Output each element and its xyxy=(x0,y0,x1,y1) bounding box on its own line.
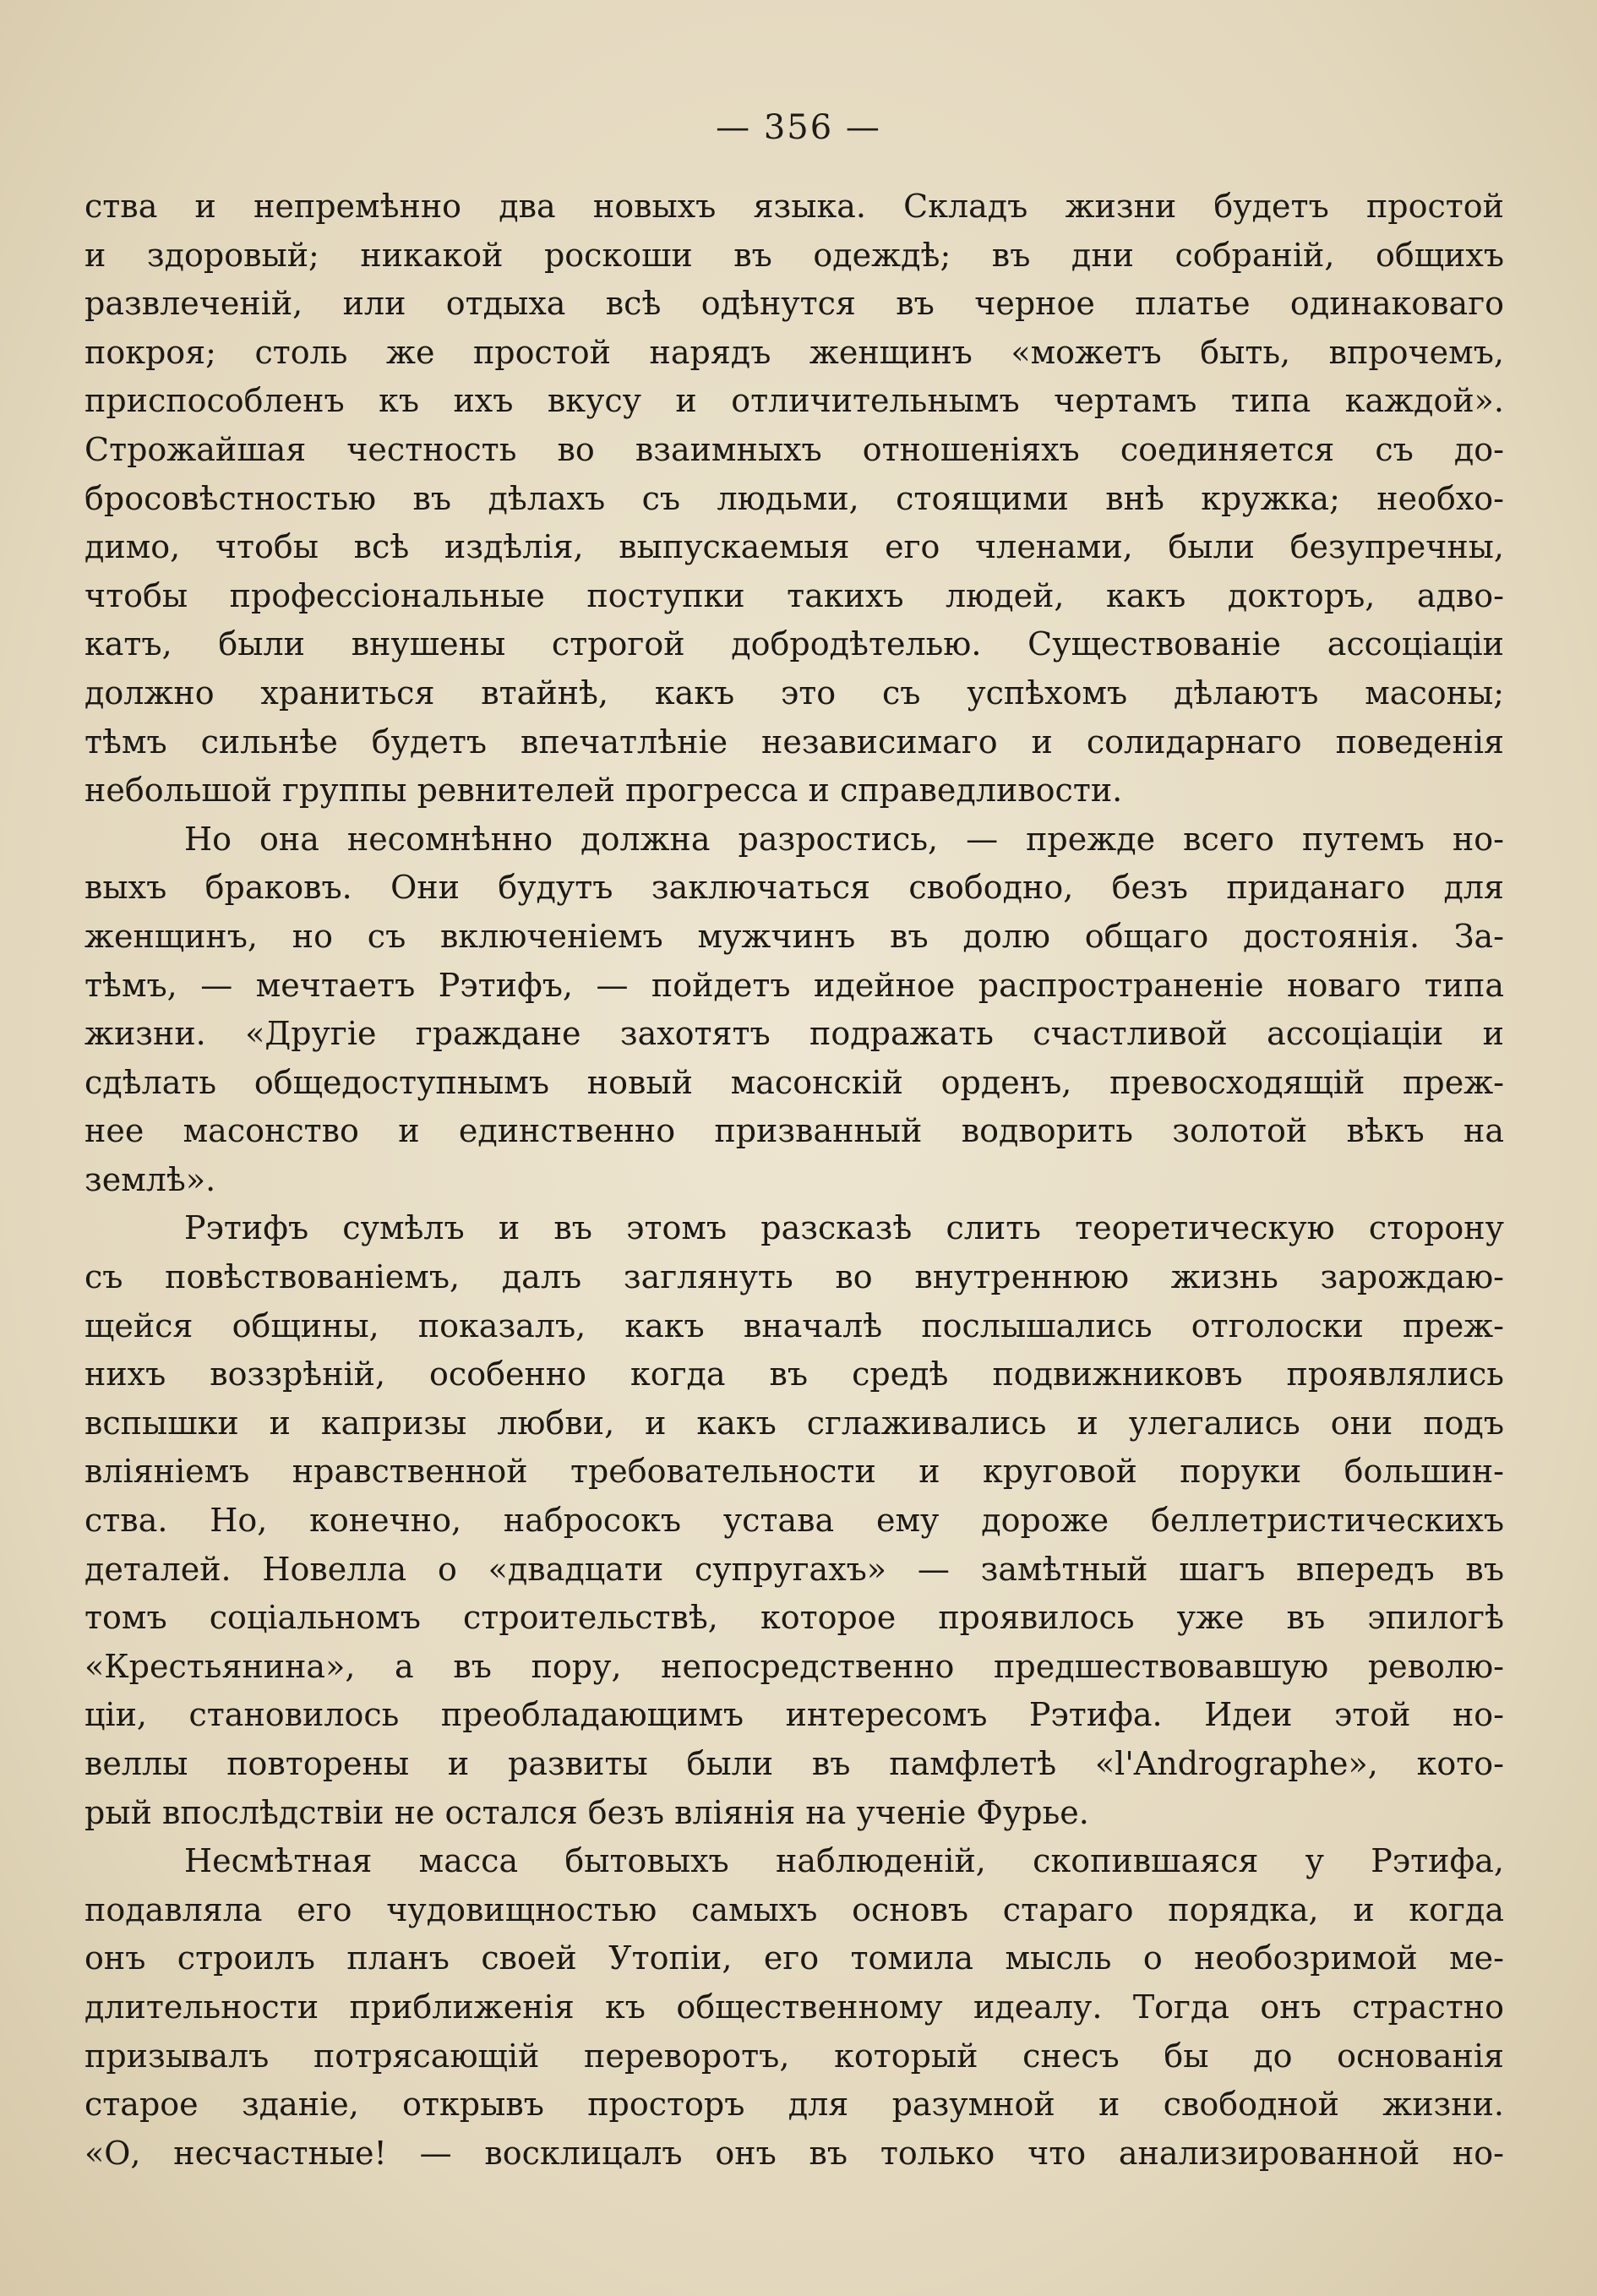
text-line: димо, чтобы всѣ издѣлія, выпускаемыя его членами, были безупречны, xyxy=(84,528,1504,566)
text-line: небольшой группы ревнителей прогресса и справедливости. xyxy=(84,772,1123,810)
text-line: и здоровый; никакой роскоши въ одеждѣ; въ дни собраній, общихъ xyxy=(84,236,1504,274)
text-line: выхъ браковъ. Они будутъ заключаться свободно, безъ приданаго для xyxy=(84,869,1504,907)
text-line: подавляла его чудовищностью самыхъ основъ стараго порядка, и когда xyxy=(84,1890,1504,1928)
text-line: жизни. «Другіе граждане захотятъ подражать счастливой ассоціаціи и xyxy=(84,1015,1504,1053)
text-line: развлеченій, или отдыха всѣ одѣнутся въ черное платье одинаковаго xyxy=(84,285,1504,323)
text-line: деталей. Новелла о «двадцати супругахъ» — замѣтный шагъ впередъ въ xyxy=(84,1550,1504,1588)
text-line: нихъ воззрѣній, особенно когда въ средѣ подвижниковъ проявлялись xyxy=(84,1355,1504,1393)
text-line: покроя; столь же простой нарядъ женщинъ «можетъ быть, впрочемъ, xyxy=(84,333,1504,371)
text-line: землѣ». xyxy=(84,1160,216,1198)
page-number: — 356 — xyxy=(716,108,881,147)
text-line: ства и непремѣнно два новыхъ языка. Складъ жизни будетъ простой xyxy=(84,188,1504,225)
text-line: Рэтифъ сумѣлъ и въ этомъ разсказѣ слить теоретическую сторону xyxy=(184,1209,1504,1247)
text-line: щейся общины, показалъ, какъ вначалѣ послышались отголоски преж- xyxy=(84,1306,1504,1344)
text-line: Но она несомнѣнно должна разростись, — прежде всего путемъ но- xyxy=(184,820,1504,858)
text-line: нее масонство и единственно призванный водворить золотой вѣкъ на xyxy=(84,1112,1504,1150)
body-text xyxy=(84,183,1504,2178)
text-line: женщинъ, но съ включеніемъ мужчинъ въ долю общаго достоянія. За- xyxy=(84,917,1504,955)
text-line: вліяніемъ нравственной требовательности и круговой поруки большин- xyxy=(84,1453,1504,1491)
text-line: съ повѣствованіемъ, далъ заглянуть во внутреннюю жизнь зарождаю- xyxy=(84,1258,1504,1296)
text-line: «Крестьянина», а въ пору, непосредственно предшествовавшую револю- xyxy=(84,1647,1504,1685)
text-line: чтобы профессіональные поступки такихъ людей, какъ докторъ, адво- xyxy=(84,576,1504,614)
text-line: тѣмъ, — мечтаетъ Рэтифъ, — пойдетъ идейное распространеніе новаго типа xyxy=(84,966,1504,1004)
text-line: веллы повторены и развиты были въ памфлетѣ «l'Andrographe», кото- xyxy=(84,1745,1504,1782)
text-line: томъ соціальномъ строительствѣ, которое проявилось уже въ эпилогѣ xyxy=(84,1599,1504,1637)
text-line: вспышки и капризы любви, и какъ сглаживались и улегались они подъ xyxy=(84,1404,1504,1442)
text-line: Несмѣтная масса бытовыхъ наблюденій, скопившаяся у Рэтифа, xyxy=(184,1842,1504,1880)
text-line: должно храниться втайнѣ, какъ это съ успѣхомъ дѣлаютъ масоны; xyxy=(84,674,1504,712)
text-line: сдѣлать общедоступнымъ новый масонскій орденъ, превосходящій преж- xyxy=(84,1063,1504,1101)
text-line: бросовѣстностью въ дѣлахъ съ людьми, стоящими внѣ кружка; необхо- xyxy=(84,479,1504,517)
text-line: старое зданіе, открывъ просторъ для разумной и свободной жизни. xyxy=(84,2086,1504,2124)
text-line: «О, несчастные! — восклицалъ онъ въ только что анализированной но- xyxy=(84,2134,1504,2172)
text-line: Строжайшая честность во взаимныхъ отношеніяхъ соединяется съ до- xyxy=(84,430,1504,468)
text-line: ства. Но, конечно, набросокъ устава ему дороже беллетристическихъ xyxy=(84,1502,1504,1540)
text-line: рый впослѣдствіи не остался безъ вліянія на ученіе Фурье. xyxy=(84,1793,1089,1831)
text-line: приспособленъ къ ихъ вкусу и отличительнымъ чертамъ типа каждой». xyxy=(84,382,1504,420)
text-line: онъ строилъ планъ своей Утопіи, его томила мысль о необозримой ме- xyxy=(84,1939,1504,1977)
text-line: катъ, были внушены строгой добродѣтелью. Существованіе ассоціаціи xyxy=(84,625,1504,663)
text-line: призывалъ потрясающій переворотъ, который снесъ бы до основанія xyxy=(84,2037,1504,2075)
text-line: тѣмъ сильнѣе будетъ впечатлѣніе независимаго и солидарнаго поведенія xyxy=(84,723,1504,761)
text-line: ціи, становилось преобладающимъ интересомъ Рэтифа. Идеи этой но- xyxy=(84,1696,1504,1734)
text-line: длительности приближенія къ общественному идеалу. Тогда онъ страстно xyxy=(84,1988,1504,2026)
